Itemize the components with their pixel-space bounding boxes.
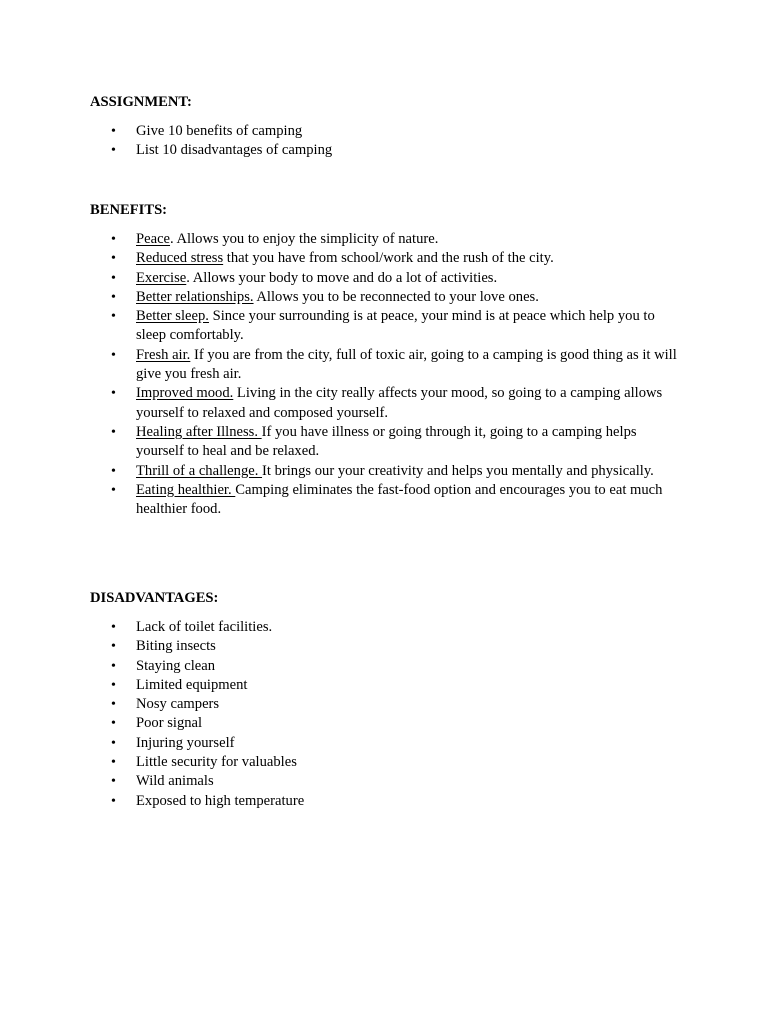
- assignment-heading: ASSIGNMENT:: [90, 94, 192, 110]
- list-item: [90, 423, 680, 462]
- benefit-text: If you have illness or going through it, going to a camping helps yourself to heal and be relaxed.: [136, 423, 637, 460]
- benefit-term: Eating healthier.: [136, 481, 236, 498]
- list-item: [90, 288, 680, 307]
- bullet-icon: •: [111, 251, 116, 267]
- list-item: [90, 269, 680, 288]
- bullet-icon: •: [111, 232, 116, 247]
- benefit-term: Thrill of a challenge.: [136, 462, 263, 479]
- bullet-icon: •: [111, 386, 116, 402]
- benefit-text: It brings our your creativity and helps you mentally and physically.: [262, 462, 654, 479]
- benefit-term: Peace: [136, 231, 171, 247]
- benefit-text: Since your surrounding is at peace, your mind is at peace which help you to sleep comfortably.: [136, 308, 655, 344]
- benefit-text: . Allows your body to move and do a lot of activities.: [186, 269, 498, 286]
- bullet-icon: •: [111, 270, 116, 286]
- list-item: [90, 462, 680, 481]
- list-item: [90, 346, 680, 385]
- bullet-icon: •: [111, 639, 116, 655]
- bullet-icon: •: [111, 424, 116, 440]
- list-item: • Exposed to high temperature: [90, 792, 680, 811]
- bullet-icon: •: [111, 620, 116, 635]
- bullet-icon: •: [111, 697, 116, 713]
- list-item: [90, 230, 680, 249]
- benefit-term: Fresh air.: [136, 346, 191, 363]
- list-item: [90, 384, 680, 423]
- benefit-text: . Allows you to enjoy the simplicity of nature.: [170, 231, 439, 247]
- bullet-icon: •: [111, 482, 116, 498]
- benefit-text: that you have from school/work and the rush of the city.: [223, 250, 554, 267]
- list-item: • Give 10 benefits of camping: [90, 122, 680, 141]
- bullet-icon: •: [111, 143, 116, 159]
- list-item: • Biting insects: [90, 637, 680, 656]
- list-item: • Poor signal: [90, 714, 680, 733]
- bullet-icon: •: [111, 716, 116, 732]
- list-item: [90, 249, 680, 268]
- bullet-icon: •: [111, 793, 116, 809]
- assignment-list: [90, 122, 680, 161]
- benefit-term: Better relationships.: [136, 288, 254, 305]
- benefit-term: Exercise: [136, 269, 187, 286]
- bullet-icon: •: [111, 347, 116, 363]
- list-item: • Lack of toilet facilities.: [90, 618, 680, 637]
- benefits-heading: BENEFITS:: [90, 202, 168, 218]
- benefit-term: Better sleep.: [136, 308, 209, 325]
- list-item: • Wild animals: [90, 772, 680, 791]
- benefit-term: Healing after Illness.: [136, 423, 262, 440]
- list-item: • Limited equipment: [90, 676, 680, 695]
- list-item: • Injuring yourself: [90, 734, 680, 753]
- bullet-icon: •: [111, 658, 116, 674]
- list-item: [90, 481, 680, 520]
- bullet-icon: •: [111, 677, 116, 693]
- benefits-list: [90, 230, 680, 519]
- benefit-term: Improved mood.: [136, 385, 234, 402]
- benefit-text: Allows you to be reconnected to your love ones.: [253, 288, 539, 305]
- list-item: [90, 307, 680, 346]
- disadvantages-list: [90, 618, 680, 811]
- bullet-icon: •: [111, 735, 116, 751]
- bullet-icon: •: [111, 309, 116, 325]
- list-item: • Staying clean: [90, 657, 680, 676]
- list-item: • List 10 disadvantages of camping: [90, 141, 680, 160]
- list-item: • Little security for valuables: [90, 753, 680, 772]
- benefit-text: If you are from the city, full of toxic air, going to a camping is good thing as it will give you fresh air.: [136, 346, 677, 383]
- bullet-icon: •: [111, 289, 116, 305]
- benefit-term: Reduced stress: [136, 250, 224, 267]
- benefit-text: Living in the city really affects your mood, so going to a camping allows yourself to relaxed and composed yourself.: [136, 385, 663, 421]
- bullet-icon: •: [111, 124, 116, 139]
- list-item: • Nosy campers: [90, 695, 680, 714]
- bullet-icon: •: [111, 463, 116, 479]
- bullet-icon: •: [111, 755, 116, 771]
- bullet-icon: •: [111, 774, 116, 790]
- benefit-text: Camping eliminates the fast-food option and encourages you to eat much healthier food.: [136, 481, 663, 518]
- disadvantages-heading: DISADVANTAGES:: [90, 590, 219, 606]
